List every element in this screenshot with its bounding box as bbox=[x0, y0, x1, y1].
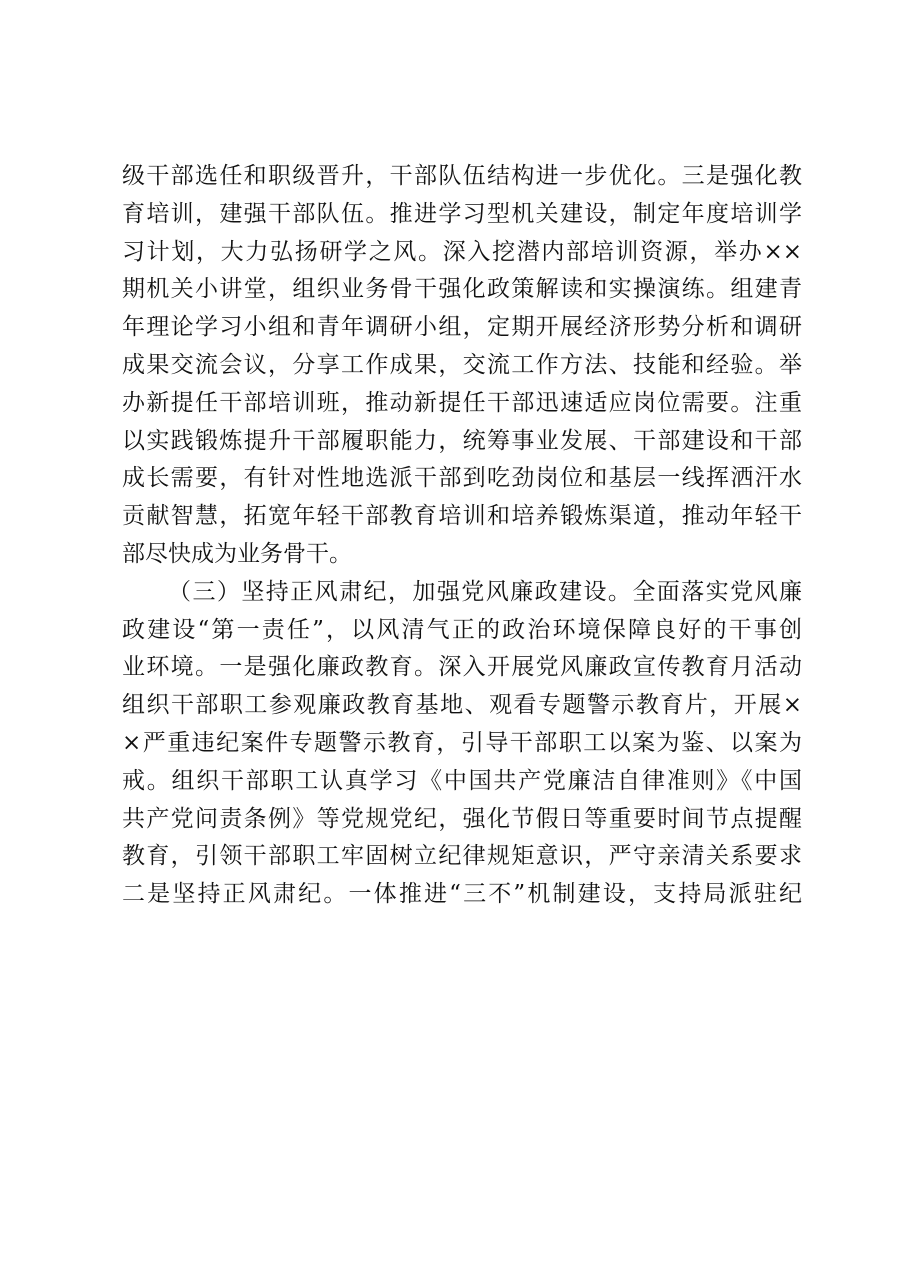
text-line-17: 戒。组织干部职工认真学习《中国共产党廉洁自律准则》《中国 bbox=[122, 767, 802, 794]
text-line-7: 办新提任干部培训班，推动新提任干部迅速适应岗位需要。注重 bbox=[122, 389, 802, 416]
text-line-9: 成长需要，有针对性地选派干部到吃劲岗位和基层一线挥洒汗水 bbox=[122, 465, 802, 492]
text-line-6: 成果交流会议，分享工作成果，交流工作方法、技能和经验。举 bbox=[122, 351, 802, 378]
text-line-5: 年理论学习小组和青年调研小组，定期开展经济形势分析和调研 bbox=[122, 314, 802, 341]
text-line-8: 以实践锻炼提升干部履职能力，统筹事业发展、干部建设和干部 bbox=[122, 427, 802, 454]
text-line-10: 贡献智慧，拓宽年轻干部教育培训和培养锻炼渠道，推动年轻干 bbox=[122, 503, 802, 530]
text-line-4: 期机关小讲堂，组织业务骨干强化政策解读和实操演练。组建青 bbox=[122, 276, 802, 303]
text-line-1: 级干部选任和职级晋升，干部队伍结构进一步优化。三是强化教 bbox=[122, 163, 802, 189]
text-line-11: 部尽快成为业务骨干。 bbox=[122, 540, 352, 567]
text-line-13: 政建设“第一责任”，以风清气正的政治环境保障良好的干事创 bbox=[122, 616, 802, 643]
body-text bbox=[122, 158, 802, 914]
text-line-2: 育培训，建强干部队伍。推进学习型机关建设，制定年度培训学 bbox=[122, 200, 802, 227]
text-line-19: 教育，引领干部职工牢固树立纪律规矩意识，严守亲清关系要求 bbox=[122, 843, 802, 870]
section-heading-line: （三）坚持正风肃纪，加强党风廉政建设。全面落实党风廉 bbox=[168, 578, 802, 605]
text-line-18: 共产党问责条例》等党规党纪，强化节假日等重要时间节点提醒 bbox=[122, 805, 802, 832]
text-line-3: 习计划，大力弘扬研学之风。深入挖潜内部培训资源，举办×× bbox=[122, 238, 802, 265]
text-line-20: 二是坚持正风肃纪。一体推进“三不”机制建设，支持局派驻纪 bbox=[122, 881, 802, 908]
text-line-16: ×严重违纪案件专题警示教育，引导干部职工以案为鉴、以案为 bbox=[122, 729, 802, 756]
text-line-14: 业环境。一是强化廉政教育。深入开展党风廉政宣传教育月活动 bbox=[122, 654, 802, 681]
text-line-15: 组织干部职工参观廉政教育基地、观看专题警示教育片，开展× bbox=[122, 692, 802, 719]
